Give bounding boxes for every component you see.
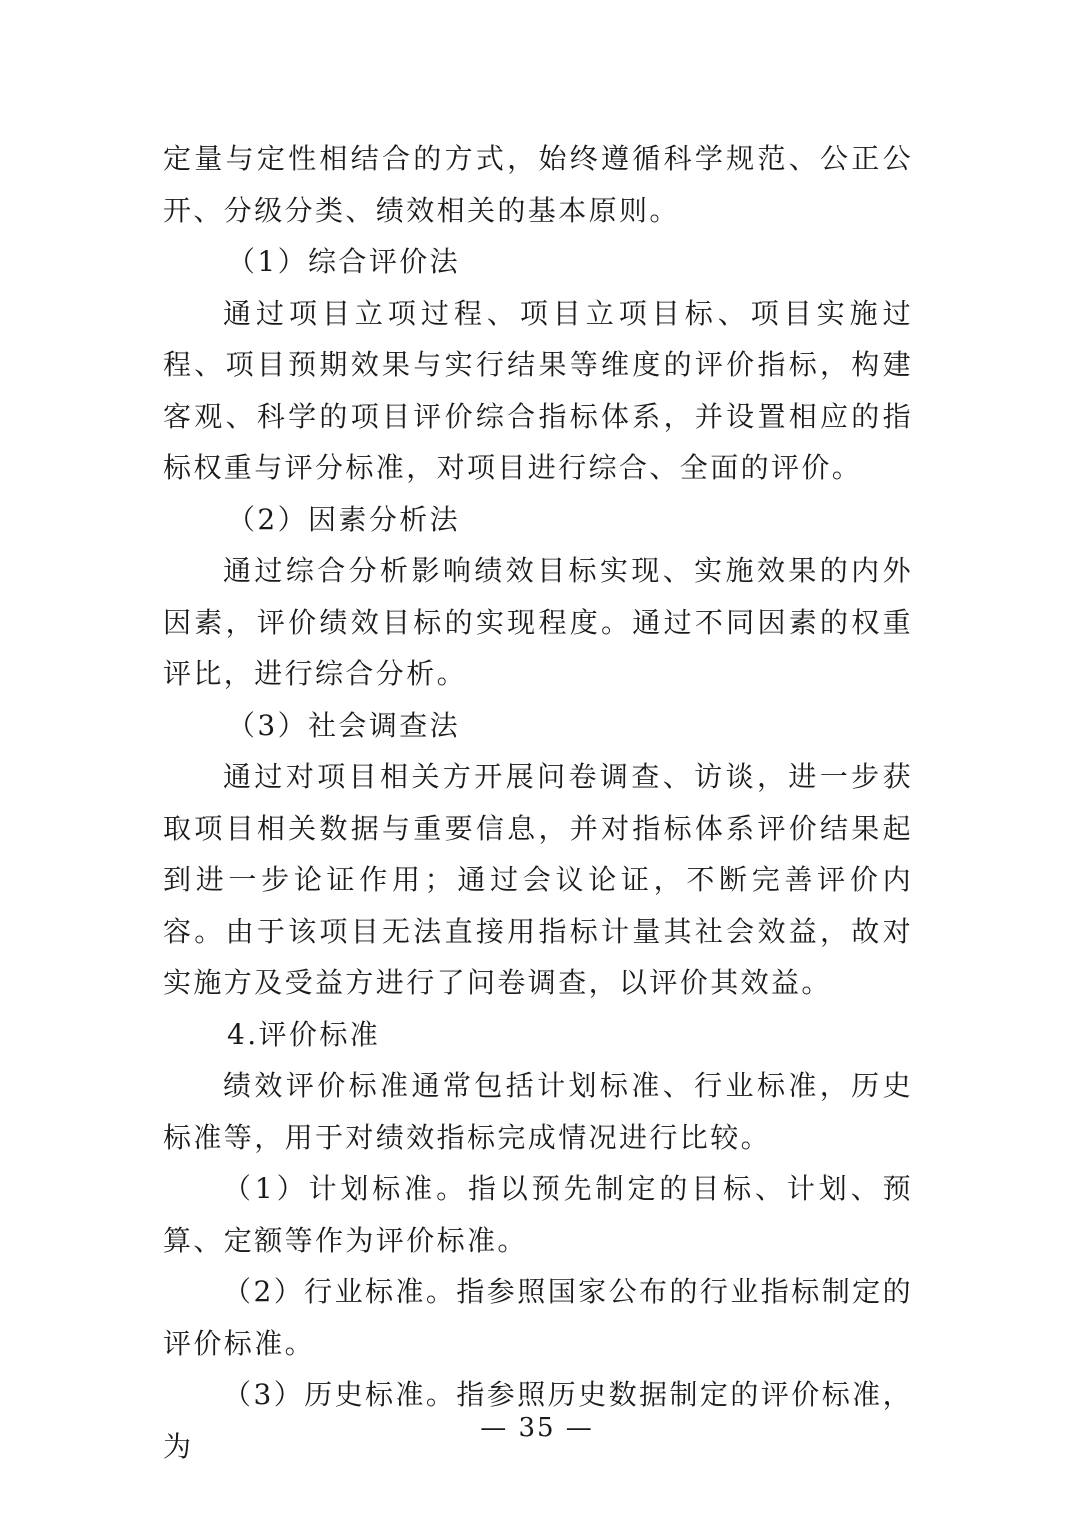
paragraph-comprehensive-evaluation: 通过项目立项过程、项目立项目标、项目实施过程、项目预期效果与实行结果等维度的评价指标，构建客观、科学的项目评价综合指标体系，并设置相应的指标权重与评分标准，对项目进行综合、全面的评价。 [163, 296, 913, 484]
page-number: — 35 — [480, 1413, 594, 1443]
paragraph-standards-overview: 绩效评价标准通常包括计划标准、行业标准，历史标准等，用于对绩效指标完成情况进行比较。 [163, 1069, 913, 1154]
paragraph-industry-standard: （2）行业标准。指参照国家公布的行业指标制定的评价标准。 [163, 1275, 913, 1360]
heading-factor-analysis: （2）因素分析法 [227, 502, 461, 536]
paragraph-continuation: 定量与定性相结合的方式，始终遵循科学规范、公正公开、分级分类、绩效相关的基本原则。 [163, 142, 913, 227]
document-body [163, 133, 913, 1472]
paragraph-factor-analysis: 通过综合分析影响绩效目标实现、实施效果的内外因素，评价绩效目标的实现程度。通过不同因素的权重评比，进行综合分析。 [163, 554, 913, 690]
paragraph-social-survey: 通过对项目相关方开展问卷调查、访谈，进一步获取项目相关数据与重要信息，并对指标体系评价结果起到进一步论证作用；通过会议论证，不断完善评价内容。由于该项目无法直接用指标计量其社会效益，故对实施方及受益方进行了问卷调查，以评价其效益。 [163, 760, 913, 999]
heading-social-survey: （3）社会调查法 [227, 708, 461, 742]
paragraph-plan-standard: （1）计划标准。指以预先制定的目标、计划、预算、定额等作为评价标准。 [163, 1172, 913, 1257]
paragraph-historical-standard: （3）历史标准。指参照历史数据制定的评价标准，为 [163, 1378, 913, 1463]
heading-comprehensive-evaluation: （1）综合评价法 [227, 245, 461, 278]
heading-evaluation-standards: 4.评价标准 [227, 1017, 381, 1051]
